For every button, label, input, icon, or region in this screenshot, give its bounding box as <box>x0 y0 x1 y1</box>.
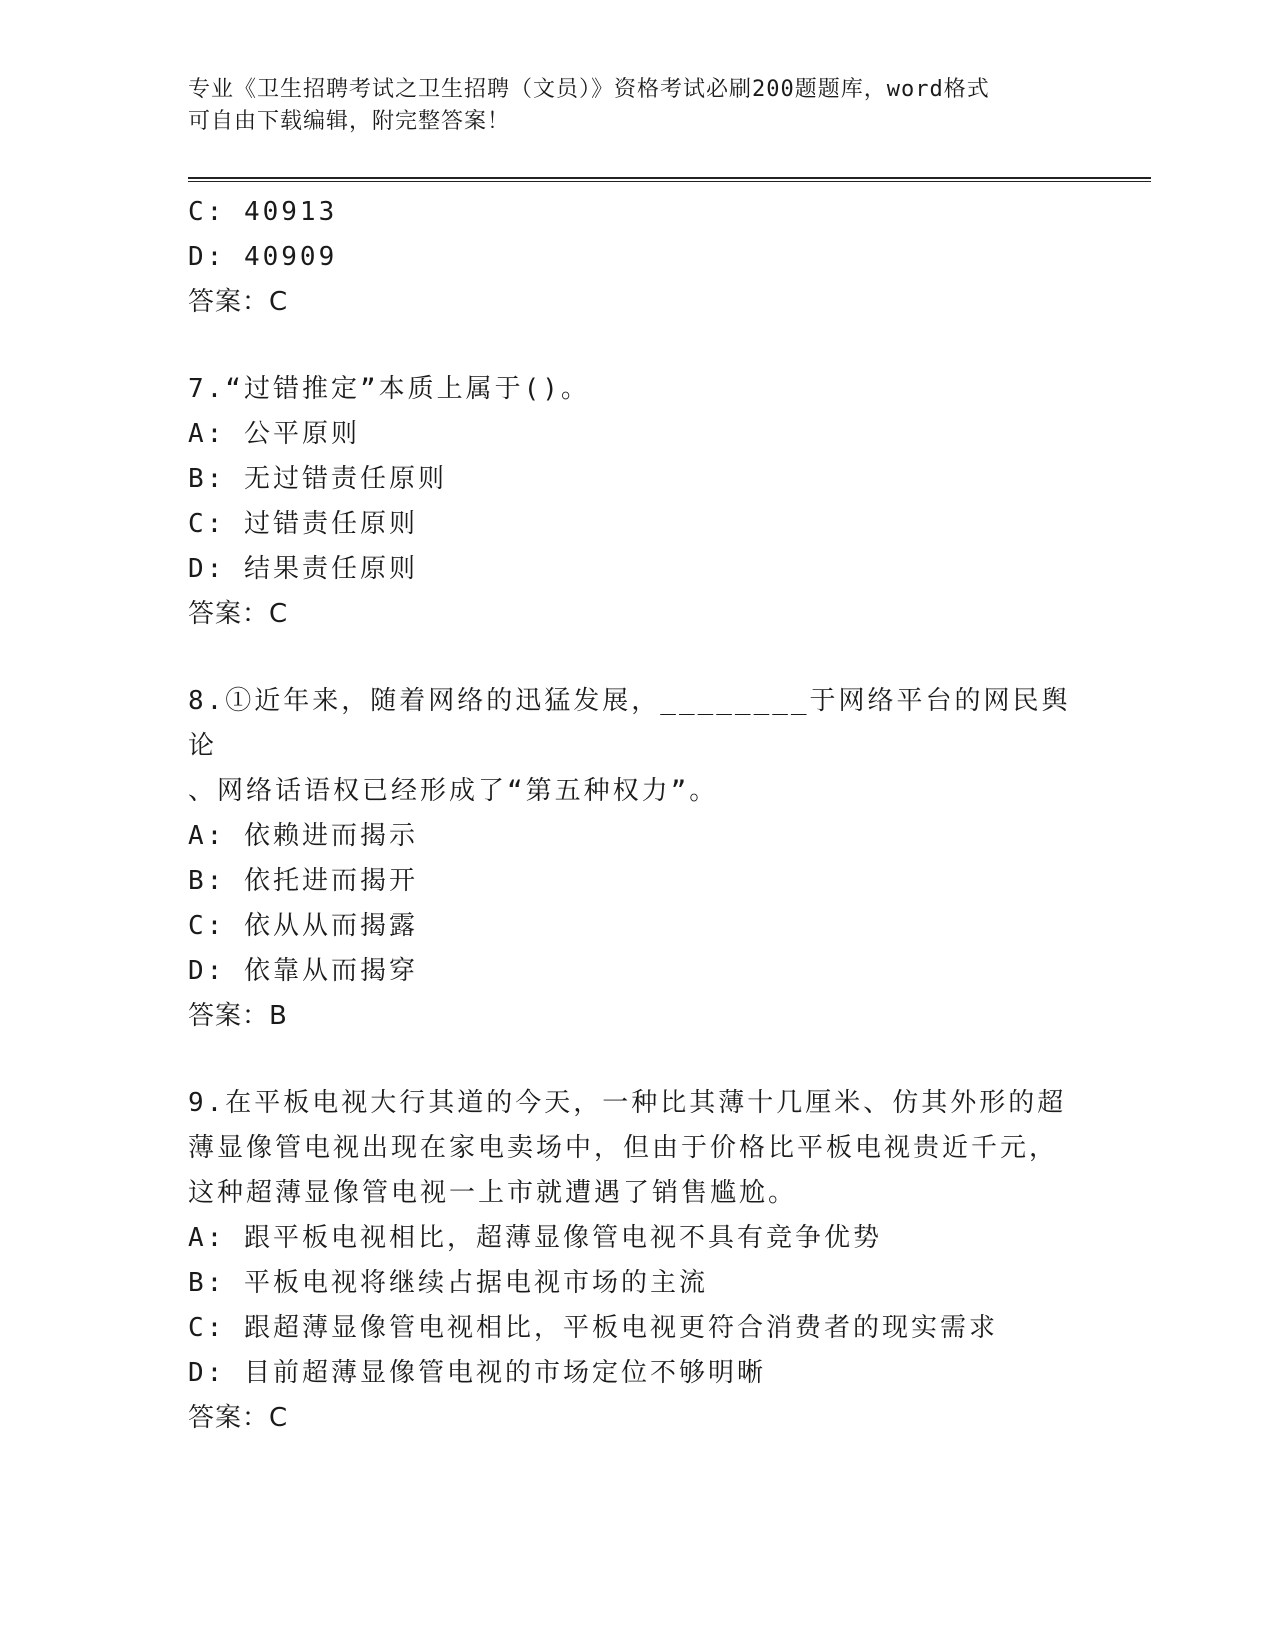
question-text: 7.“过错推定”本质上属于()。 <box>188 374 590 404</box>
option-c: C: 依从从而揭露 <box>188 911 418 941</box>
question-text-line-2: 、网络话语权已经形成了“第五种权力”。 <box>188 776 719 806</box>
option-c: C: 跟超薄显像管电视相比，平板电视更符合消费者的现实需求 <box>188 1313 998 1343</box>
option-d: D: 40909 <box>188 242 338 272</box>
question-6-tail <box>188 190 1088 325</box>
question-list <box>188 190 1088 1441</box>
option-d: D: 依靠从而揭穿 <box>188 956 418 986</box>
question-text-line-2: 薄显像管电视出现在家电卖场中，但由于价格比平板电视贵近千元， <box>188 1133 1059 1163</box>
option-b: B: 无过错责任原则 <box>188 464 447 494</box>
option-d: D: 目前超薄显像管电视的市场定位不够明晰 <box>188 1358 766 1388</box>
question-text-line-3: 这种超薄显像管电视一上市就遭遇了销售尴尬。 <box>188 1178 798 1208</box>
question-text-line-1: 9.在平板电视大行其道的今天，一种比其薄十几厘米、仿其外形的超 <box>188 1088 1067 1118</box>
answer-line: 答案：C <box>188 287 289 317</box>
option-c: C: 过错责任原则 <box>188 509 418 539</box>
option-a: A: 依赖进而揭示 <box>188 821 418 851</box>
option-b: B: 依托进而揭开 <box>188 866 418 896</box>
question-text-line-1: 8.①近年来，随着网络的迅猛发展，________于网络平台的网民舆论 <box>188 686 1071 761</box>
question-9 <box>188 1081 1088 1441</box>
header-divider <box>188 177 1151 182</box>
answer-line: 答案：C <box>188 599 289 629</box>
header-line-1: 专业《卫生招聘考试之卫生招聘（文员）》资格考试必刷200题题库，word格式 <box>188 77 990 102</box>
option-a: A: 公平原则 <box>188 419 360 449</box>
answer-line: 答案：B <box>188 1001 288 1031</box>
option-d: D: 结果责任原则 <box>188 554 418 584</box>
answer-line: 答案：C <box>188 1403 289 1433</box>
option-b: B: 平板电视将继续占据电视市场的主流 <box>188 1268 708 1298</box>
question-8 <box>188 679 1088 1039</box>
option-a: A: 跟平板电视相比，超薄显像管电视不具有竞争优势 <box>188 1223 882 1253</box>
page-header <box>188 74 1068 138</box>
question-7 <box>188 367 1088 637</box>
header-line-2: 可自由下载编辑，附完整答案！ <box>188 109 511 134</box>
option-c: C: 40913 <box>188 197 338 227</box>
